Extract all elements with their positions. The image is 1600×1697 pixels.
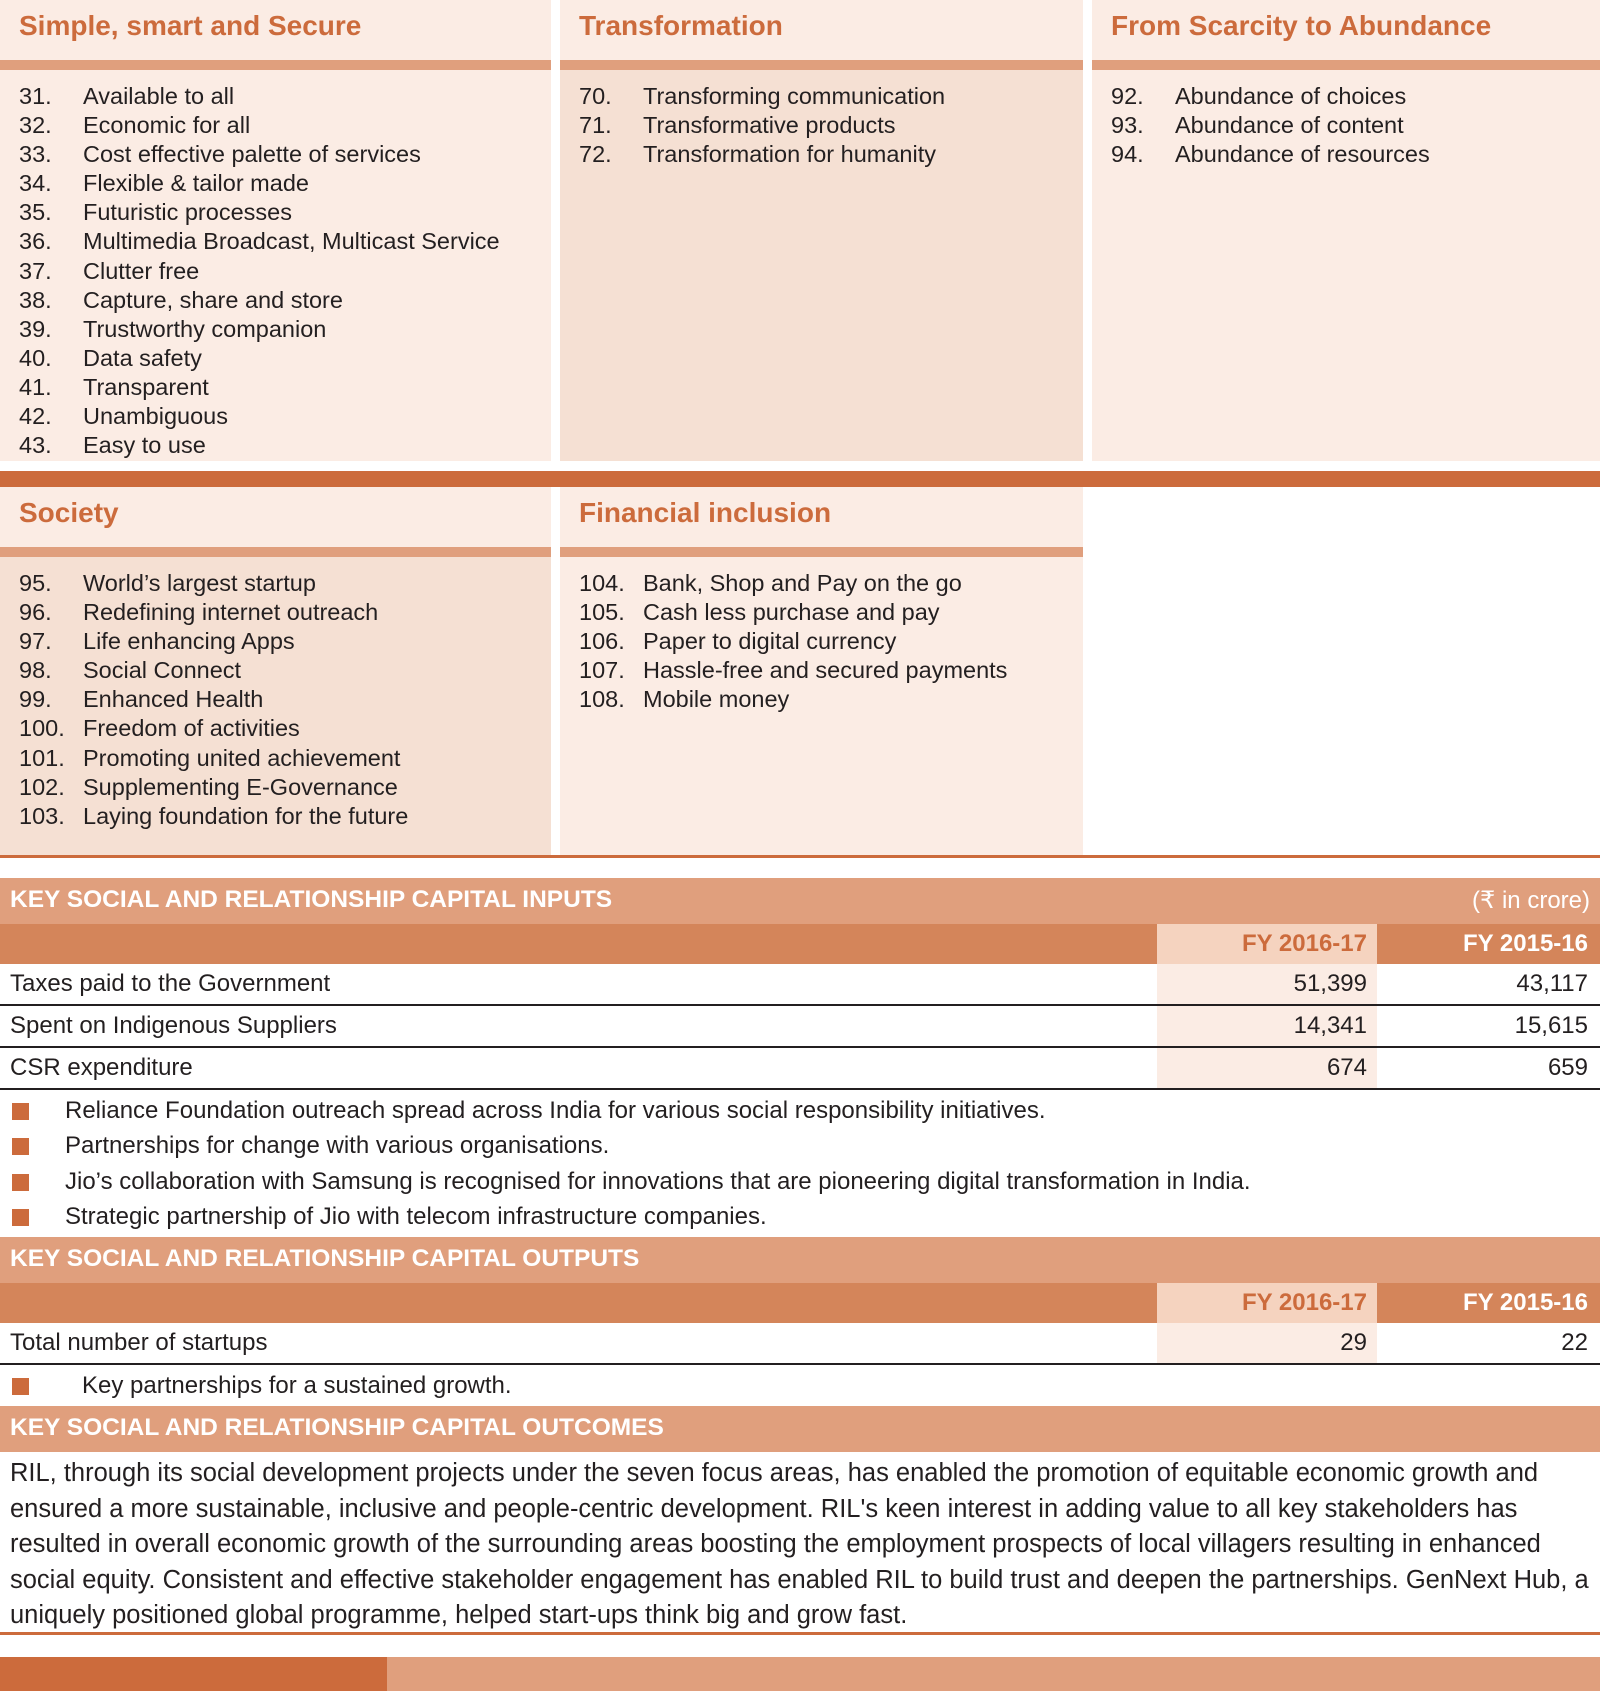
value-fy-2016-17: 29 [1157, 1323, 1377, 1363]
item-text: Promoting united achievement [83, 744, 401, 771]
item-text: Abundance of resources [1175, 141, 1430, 168]
panel-title: Financial inclusion [560, 487, 1083, 547]
item-number: 39. [19, 315, 52, 342]
item-text: Transformative products [643, 112, 896, 139]
item-text: Unambiguous [83, 403, 229, 430]
list-item [19, 169, 551, 198]
list-item [19, 198, 551, 227]
item-text: Flexible & tailor made [83, 170, 309, 197]
item-text: Transforming communication [643, 83, 946, 109]
item-text: Bank, Shop and Pay on the go [643, 570, 962, 596]
list-item [579, 685, 1083, 714]
col-fy-2016-17: FY 2016-17 [1157, 924, 1377, 964]
panel-title: From Scarcity to Abundance [1092, 0, 1600, 60]
square-bullet-icon [12, 1378, 29, 1395]
panel-divider [0, 547, 551, 557]
panel-list [0, 557, 551, 855]
bullet-item [0, 1097, 1046, 1125]
section-divider [0, 855, 1600, 858]
item-number: 93. [1111, 112, 1144, 139]
item-number: 95. [19, 570, 52, 596]
inputs-column-header [0, 924, 1600, 964]
bullet-text: Key partnerships for a sustained growth. [82, 1372, 512, 1399]
list-item [579, 111, 1083, 140]
list-item [19, 257, 551, 286]
item-number: 92. [1111, 83, 1144, 109]
list-item [19, 656, 551, 685]
outcomes-title-bar [0, 1406, 1600, 1452]
outputs-title-bar [0, 1237, 1600, 1283]
item-text: Enhanced Health [83, 686, 264, 713]
item-text: Multimedia Broadcast, Multicast Service [83, 228, 500, 255]
table-row [0, 1048, 1600, 1090]
item-number: 101. [19, 744, 65, 771]
square-bullet-icon [12, 1174, 29, 1191]
item-text: Futuristic processes [83, 199, 292, 226]
bullet-item [0, 1132, 609, 1160]
item-number: 71. [579, 112, 612, 139]
unit-label: (₹ in crore) [1472, 887, 1590, 914]
list-item [19, 402, 551, 431]
panel-title: Simple, smart and Secure [0, 0, 551, 60]
outcomes-title: KEY SOCIAL AND RELATIONSHIP CAPITAL OUTCOMES [10, 1414, 664, 1441]
list-item [19, 744, 551, 773]
item-text: Capture, share and store [83, 286, 343, 313]
list-item [579, 627, 1083, 656]
item-text: Abundance of content [1175, 112, 1404, 139]
item-number: 107. [579, 657, 625, 684]
value-fy-2015-16: 43,117 [1516, 970, 1588, 997]
bullet-item [0, 1168, 1251, 1196]
inputs-title-bar [0, 878, 1600, 924]
row-label: Spent on Indigenous Suppliers [10, 1012, 337, 1039]
list-item [1111, 140, 1600, 169]
panel-list [1092, 70, 1600, 461]
bullet-item [0, 1203, 767, 1231]
row-label: CSR expenditure [10, 1054, 193, 1081]
outputs-title: KEY SOCIAL AND RELATIONSHIP CAPITAL OUTPUTS [10, 1245, 640, 1272]
item-number: 37. [19, 257, 52, 284]
item-text: Data safety [83, 344, 202, 371]
list-item [19, 82, 551, 111]
item-number: 106. [579, 628, 625, 655]
item-text: Laying foundation for the future [83, 802, 409, 829]
value-fy-2015-16: 15,615 [1514, 1012, 1588, 1039]
item-number: 34. [19, 170, 52, 197]
panel-financial-inclusion [560, 487, 1083, 855]
item-text: World’s largest startup [83, 570, 316, 596]
panel-divider [560, 60, 1083, 70]
item-number: 36. [19, 228, 52, 255]
bullet-text: Partnerships for change with various organisations. [65, 1132, 610, 1159]
panel-title: Society [0, 487, 551, 547]
list-item [579, 656, 1083, 685]
list-item [19, 431, 551, 460]
col-fy-2015-16: FY 2015-16 [1463, 930, 1588, 957]
list-item [579, 140, 1083, 169]
list-item [19, 773, 551, 802]
item-number: 42. [19, 403, 52, 430]
item-number: 40. [19, 344, 52, 371]
inputs-title: KEY SOCIAL AND RELATIONSHIP CAPITAL INPUTS [10, 886, 613, 913]
section-divider [0, 471, 1600, 487]
bottom-rule [0, 1632, 1600, 1635]
item-number: 35. [19, 199, 52, 226]
item-text: Hassle-free and secured payments [643, 657, 1008, 684]
outputs-column-header [0, 1283, 1600, 1323]
item-number: 32. [19, 112, 52, 139]
panel-divider [560, 547, 1083, 557]
panel-title: Transformation [560, 0, 1083, 60]
item-text: Life enhancing Apps [83, 628, 295, 655]
item-number: 33. [19, 141, 52, 168]
bullet-item [0, 1372, 512, 1400]
list-item [579, 82, 1083, 111]
table-row [0, 1323, 1600, 1365]
item-text: Social Connect [83, 657, 242, 684]
item-number: 99. [19, 686, 52, 713]
list-item [19, 286, 551, 315]
square-bullet-icon [12, 1103, 29, 1120]
item-text: Paper to digital currency [643, 628, 897, 655]
item-text: Economic for all [83, 112, 251, 139]
item-text: Available to all [83, 83, 235, 109]
item-number: 98. [19, 657, 52, 684]
item-number: 96. [19, 599, 52, 626]
list-item [19, 315, 551, 344]
table-row [0, 964, 1600, 1006]
item-text: Cash less purchase and pay [643, 599, 940, 626]
col-fy-2015-16: FY 2015-16 [1463, 1289, 1588, 1316]
bullet-text: Strategic partnership of Jio with telecom infrastructure companies. [65, 1203, 767, 1230]
value-fy-2016-17: 14,341 [1157, 1006, 1377, 1046]
list-item [19, 111, 551, 140]
item-text: Redefining internet outreach [83, 599, 379, 626]
item-number: 102. [19, 773, 65, 800]
col-fy-2016-17: FY 2016-17 [1157, 1283, 1377, 1323]
item-number: 31. [19, 83, 52, 109]
panel-scarcity-abundance [1092, 0, 1600, 461]
list-item [19, 685, 551, 714]
list-item [19, 714, 551, 743]
list-item [579, 569, 1083, 598]
item-text: Trustworthy companion [83, 315, 327, 342]
item-number: 100. [19, 715, 65, 742]
list-item [19, 344, 551, 373]
panel-list [560, 70, 1083, 461]
footer-accent [0, 1657, 387, 1691]
panel-simple-smart-secure [0, 0, 551, 461]
item-text: Cost effective palette of services [83, 141, 421, 168]
footer-bar [0, 1657, 1600, 1691]
value-fy-2016-17: 674 [1157, 1048, 1377, 1088]
list-item [19, 627, 551, 656]
list-item [19, 140, 551, 169]
square-bullet-icon [12, 1209, 29, 1226]
value-fy-2016-17: 51,399 [1157, 964, 1377, 1004]
item-number: 38. [19, 286, 52, 313]
table-row [0, 1006, 1600, 1048]
row-label: Total number of startups [10, 1329, 268, 1356]
list-item [19, 802, 551, 831]
list-item [579, 598, 1083, 627]
item-text: Supplementing E-Governance [83, 773, 398, 800]
list-item [19, 373, 551, 402]
item-number: 43. [19, 432, 52, 459]
item-number: 41. [19, 373, 52, 400]
list-item [19, 227, 551, 256]
row-label: Taxes paid to the Government [10, 970, 331, 997]
bullet-text: Reliance Foundation outreach spread across India for various social responsibility initiatives. [65, 1097, 1046, 1124]
square-bullet-icon [12, 1138, 29, 1155]
list-item [19, 569, 551, 598]
item-number: 103. [19, 802, 65, 829]
item-number: 108. [579, 686, 625, 713]
list-item [1111, 111, 1600, 140]
panel-list [560, 557, 1083, 855]
item-text: Freedom of activities [83, 715, 300, 742]
item-text: Mobile money [643, 686, 790, 713]
item-text: Easy to use [83, 432, 206, 459]
panel-divider [1092, 60, 1600, 70]
list-item [1111, 82, 1600, 111]
item-number: 105. [579, 599, 625, 626]
panel-transformation [560, 0, 1083, 461]
value-fy-2015-16: 659 [1547, 1054, 1588, 1081]
bullet-text: Jio’s collaboration with Samsung is recognised for innovations that are pioneering digital transformation in India. [65, 1168, 1251, 1195]
panel-list [0, 70, 551, 461]
item-number: 72. [579, 141, 612, 168]
item-number: 94. [1111, 141, 1144, 168]
item-text: Transparent [83, 373, 209, 400]
item-number: 104. [579, 570, 625, 596]
item-number: 70. [579, 83, 612, 109]
value-fy-2015-16: 22 [1561, 1329, 1588, 1356]
panel-divider [0, 60, 551, 70]
item-text: Transformation for humanity [643, 141, 936, 168]
item-text: Abundance of choices [1175, 83, 1407, 109]
list-item [19, 598, 551, 627]
panel-society [0, 487, 551, 855]
item-text: Clutter free [83, 257, 200, 284]
item-number: 97. [19, 628, 52, 655]
outcomes-paragraph: RIL, through its social development projects under the seven focus areas, has enabled the promotion of equitable economic growth and ensured a more sustainable, inclusive and people-centric development. RIL's keen interest in adding value to all key stakeholders has resulted in overall economic growth of the surrounding areas boosting the employment prospects of local villagers resulting in enhanced social equity. Consistent and effective stakeholder engagement has enabled RIL to build trust and deepen the partnerships. GenNext Hub, a uniquely positioned global programme, helped start-ups think big and grow fast. [10, 1459, 1589, 1629]
